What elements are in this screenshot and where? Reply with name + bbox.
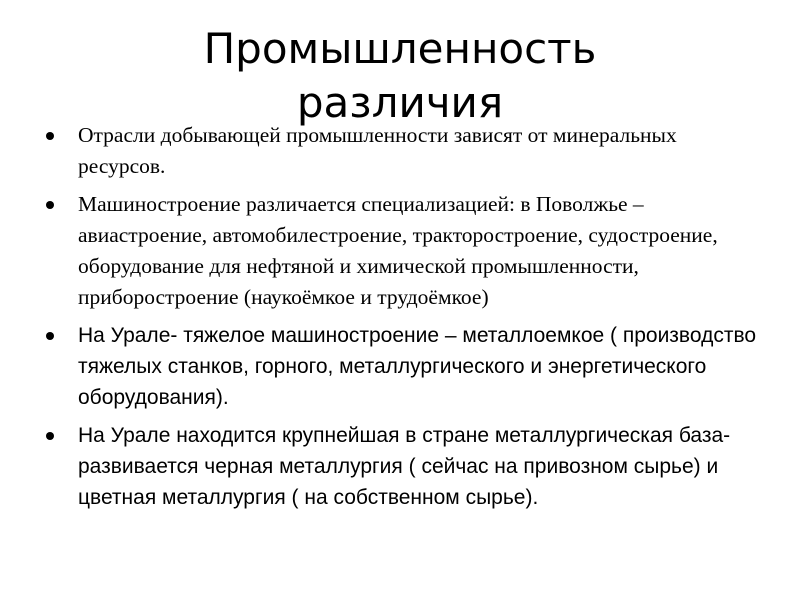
bullet-icon — [46, 201, 54, 209]
bullet-text: Отрасли добывающей промышленности зависят от минеральных ресурсов. — [78, 123, 677, 178]
bullet-item — [46, 189, 766, 313]
bullet-item — [46, 420, 766, 513]
bullet-item — [46, 320, 766, 413]
slide-title-line-2: различия — [296, 78, 504, 127]
bullet-text: На Урале- тяжелое машиностроение – металлоемкое ( производство тяжелых станков, горного, металлургического и энергетического оборудования). — [78, 324, 757, 409]
slide-title-line-1: Промышленность — [203, 24, 597, 73]
bullet-text: Машиностроение различается специализацией: в Поволжье –авиастроение, автомобилестроение, тракторостроение, судостроение, оборудование для нефтяной и химической промышленности, приборостроение (наукоёмкое и трудоёмкое) — [78, 192, 718, 309]
slide-title — [0, 22, 800, 130]
bullet-icon — [46, 132, 54, 140]
bullet-list — [46, 120, 766, 520]
bullet-text: На Урале находится крупнейшая в стране металлургическая база- развивается черная металлургия ( сейчас на привозном сырье) и цветная металлургия ( на собственном сырье). — [78, 424, 731, 509]
bullet-icon — [46, 332, 54, 340]
bullet-item — [46, 120, 766, 182]
bullet-icon — [46, 432, 54, 440]
